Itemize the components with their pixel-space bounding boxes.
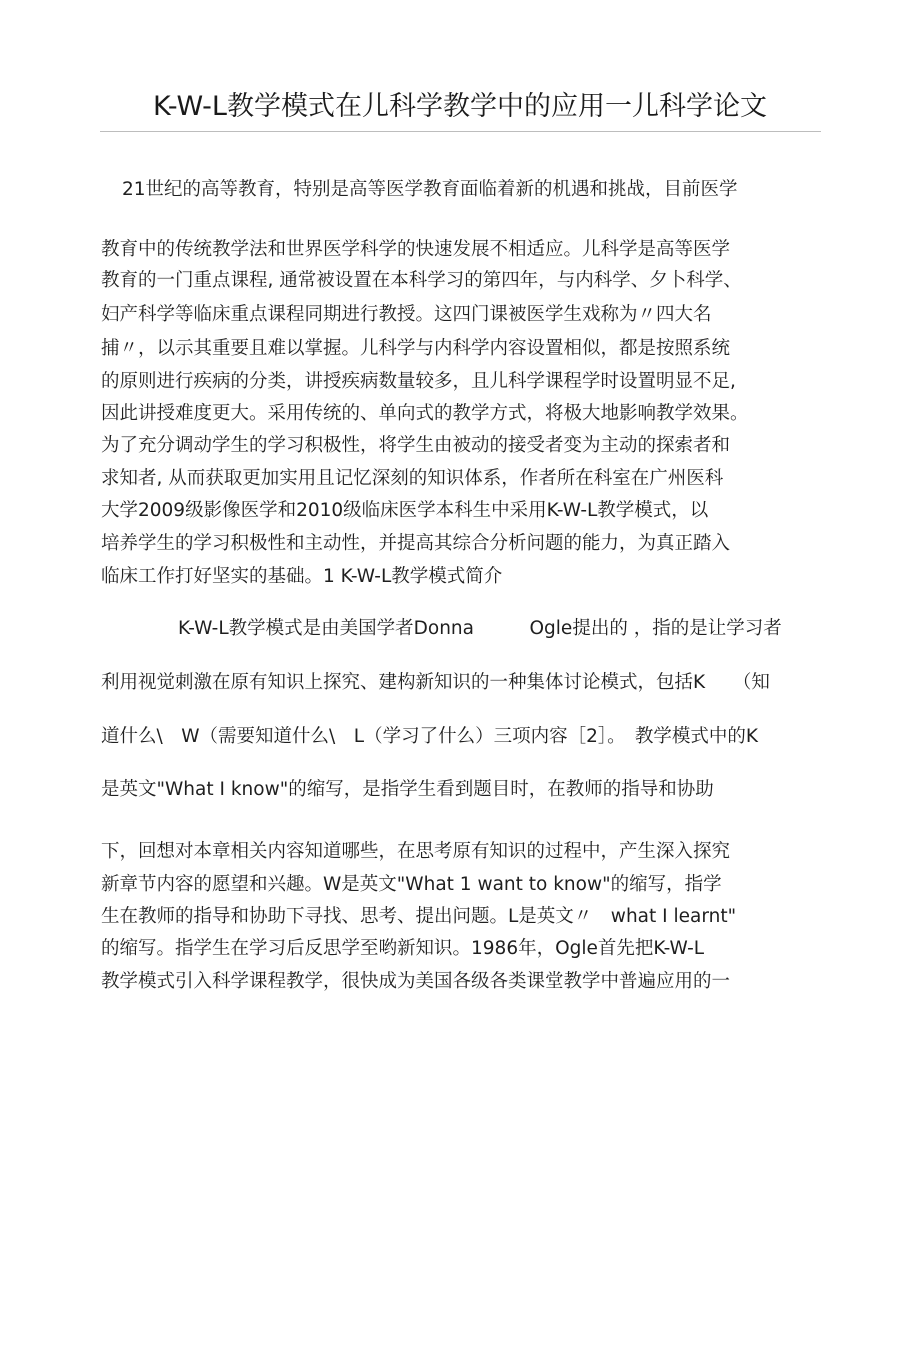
paragraph-line: 教育的一门重点课程, 通常被设置在本科学习的第四年，与内科学、夕卜科学、 (101, 270, 742, 291)
paragraph-line: 下，回想对本章相关内容知道哪些，在思考原有知识的过程中，产生深入探究 (101, 841, 731, 862)
title-divider (100, 131, 821, 132)
paragraph-line: 求知者, 从而获取更加实用且记忆深刻的知识体系，作者所在科室在广州医科 (101, 468, 724, 489)
paragraph-line: 利用视觉刺激在原有知识上探究、建构新知识的一种集体讨论模式，包括K （知 (101, 672, 770, 693)
paragraph-line: 大学2009级影像医学和2010级临床医学本科生中采用K-W-L教学模式，以 (101, 500, 709, 521)
paragraph-line: 生在教师的指导和协助下寻找、思考、提出问题。L是英文〃 what I learnt" (101, 906, 737, 927)
paragraph-line: 21世纪的高等教育，特别是高等医学教育面临着新的机遇和挑战，目前医学 (122, 179, 738, 200)
paragraph-line: 新章节内容的愿望和兴趣。W是英文"What 1 want to know"的缩写，指学 (101, 874, 722, 895)
paragraph-line: 的原则进行疾病的分类，讲授疾病数量较多，且儿科学课程学时设置明显不足, (101, 371, 736, 392)
paragraph-line: 教学模式引入科学课程教学，很快成为美国各级各类课堂教学中普遍应用的一 (101, 971, 731, 992)
paragraph-line: 教育中的传统教学法和世界医学科学的快速发展不相适应。儿科学是高等医学 (101, 239, 731, 260)
paragraph-line: 培养学生的学习积极性和主动性，并提高其综合分析问题的能力，为真正踏入 (101, 533, 731, 554)
paragraph-line: 为了充分调动学生的学习积极性，将学生由被动的接受者变为主动的探索者和 (101, 435, 731, 456)
paragraph-line: 的缩写。指学生在学习后反思学至哟新知识。1986年，Ogle首先把K-W-L (101, 938, 705, 959)
document-title: K-W-L教学模式在儿科学教学中的应用一儿科学论文 (153, 91, 767, 122)
paragraph-line: 捕〃，以示其重要且难以掌握。儿科学与内科学内容设置相似，都是按照系统 (101, 338, 731, 359)
paragraph-line: 妇产科学等临床重点课程同期进行教授。这四门课被医学生戏称为〃四大名 (101, 304, 712, 325)
paragraph-line: K-W-L教学模式是由美国学者Donna Ogle提出的 ，指的是让学习者 (178, 618, 782, 639)
paragraph-line: 是英文"What I know"的缩写，是指学生看到题目时，在教师的指导和协助 (101, 779, 714, 800)
paragraph-line: 因此讲授难度更大。采用传统的、单向式的教学方式，将极大地影响教学效果。 (101, 403, 749, 424)
paragraph-line: 道什么\ W（需要知道什么\ L（学习了什么）三项内容［2］。 教学模式中的K (101, 726, 758, 747)
paragraph-line: 临床工作打好坚实的基础。1 K-W-L教学模式简介 (101, 566, 503, 587)
